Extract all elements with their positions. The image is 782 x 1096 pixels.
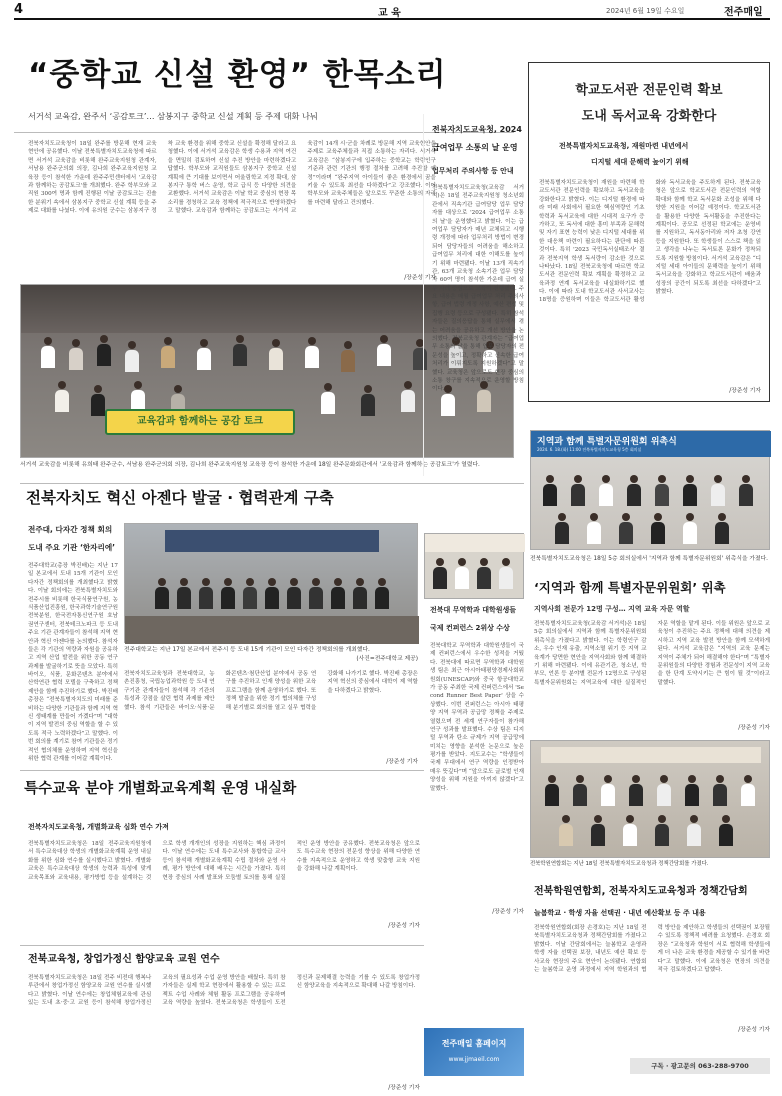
council-kicker: 늘봄학교 · 학생 자율 선택권 · 내년 예산확보 등 주 내용	[534, 909, 706, 917]
council-body: 전북학원연합회(회장 손경호)는 지난 18일 전북특별자치도교육청과 정책간담회를 가졌다고 밝혔다. 이날 간담회에서는 늘봄학교 운영과 학생 자율 선택권 보장, 내년도 예산 확보 등 사교육 현장의 주요 현안이 논의됐다. 연합회는 늘봄학교 운영 과정에서 지역 학원과의 협력 방안을 제안하고 학생들의 선택권이 보장될 수 있도록 정책적 배려를 요청했다. 손경호 회장은 “교육청과 학원이 서로 협력해 학생들에게 더 나은 교육 환경을 제공할 수 있기를 바란다”고 말했다. 이에 교육청은 현장의 의견을 적극 검토하겠다고 답했다.	[534, 925, 770, 973]
committee-byline: /장준성 기자	[738, 725, 770, 731]
library-subkicker: 디지털 세대 문해력 높이기 위해	[591, 158, 689, 166]
library-headline-2: 도내 독서교육 강화한다	[581, 109, 717, 124]
lead-photo-caption: 서거석 교육감을 비롯해 유희태 완주군수, 서남용 완주군의회 의장, 김나희 완주교육지원청 교육장 등이 참석한 가운데 18일 완주문화회관에서 '교육감과 함께하는 공감토크'가 열렸다.	[20, 462, 480, 468]
library-headline-1: 학교도서관 전문인력 확보	[575, 83, 723, 98]
innovation-kicker-2: 도내 주요 기관 ‘한자리에’	[28, 543, 116, 552]
startup-body: 전북특별자치도교육청은 18일 전주 비전대 행복나루관에서 창업가정신 함양교육 교원 연수를 실시했다고 밝혔다. 이날 연수에는 창업체험교육에 관심 있는 도내 초·중·고 교원 등이 참석해 창업가정신 교육의 필요성과 수업 운영 방안을 배웠다. 특히 참가자들은 실제 학교 현장에서 활용할 수 있는 프로젝트 수업 사례와 체험 활동 프로그램을 공유하며 교육 역량을 높였다. 전북교육청은 학생들이 도전 정신과 문제해결 능력을 기를 수 있도록 창업가정신 함양교육을 지속적으로 확대해 나갈 방침이다.	[28, 975, 420, 1007]
innovation-body-col1: 전주대학교(총장 박진배)는 지난 17일 본교에서 도내 15개 기관이 모인 다자간 정책회의를 개최했다고 밝혔다. 이날 회의에는 전북특별자치도와 전주시를 비롯해 한국식품연구원, 농식품산업진흥원, 한국과학기술연구원 전북분원, 한국전자통신연구원 호남권연구센터, 전북테크노파크 등 도내 주요 기관 관계자들이 참석해 지역 현안과 혁신 아젠다를 논의했다. 참석자들은 각 기관의 역량과 자원을 공유하고 지역 산업 발전을 위한 공동 연구 과제를 발굴하기로 뜻을 모았다. 특히 바이오, 식품, 문화콘텐츠 분야에서 산학연관 협력 모델을 구축하고 정책 제안을 함께 추진하기로 했다. 박진배 총장은 “전북특별자치도의 미래를 준비하는 다양한 기관들과 함께 지역 혁신 생태계를 만들어 가겠다”며 “대학이 지역 발전의 중심 역할을 할 수 있도록 적극 노력하겠다”고 말했다. 이번 회의를 계기로 참여 기관들은 정기적인 협의체를 운영하며 지역 혁신을 위한 협력 관계를 이어갈 계획이다.	[28, 563, 119, 762]
council-photo	[530, 740, 770, 858]
banner-sign: 교육감과 함께하는 공감 토크	[105, 409, 295, 435]
committee-headline: ‘지역과 함께 특별자문위원회’ 위촉	[534, 580, 726, 595]
library-byline: /장준성 기자	[729, 388, 761, 394]
council-byline: /장준성 기자	[738, 1027, 770, 1033]
lead-body: 전북자치도교육청이 18일 완주를 방문해 현재 교육현안에 공유했다. 이날 전북특별자치도교육청에 따르면 서거석 교육감을 비롯해 완주교육지원청 관계자, 서남용 완주군의회 의장, 김나희 완주교육지원청 교육장 등이 참석한 가운데 완주주민센터에서 '교육감과 함께하는 공감토크'를 개최했다. 완주 학부모와 교직원 300여 명과 함께 진행된 이날 공감토크는 진솔한 분위기 속에서 삼봉지구 중학교 신설 계획 등을 주제로 대화를 나눴다. 이에 유의원 군수는 삼봉지구 정착 교육 환경을 위해 중학교 신설을 확정해 달라고 요청했다. 이에 서거석 교육감은 학생 수용과 지역 여건을 면밀히 검토하여 신설 추진 방안을 마련하겠다고 답했다. 학부모와 교직원들도 삼봉지구 중학교 신설 계획에 큰 기대를 보이면서 어울림학교 지정 확대, 삼봉지구 통학 버스 운영, 학교 급식 등 다양한 의견을 교환했다. 서거석 교육감은 이날 학교 중심의 현장 목소리를 경청하고 교육 정책에 적극적으로 반영하겠다고 말했다. 교육감과 함께하는 공감토크는 서거석 교육감이 14개 시·군을 차례로 방문해 지역 교육현안을 주제로 교육주체들과 직접 소통하는 자리다. 서거석 교육감은 “삼봉지구에 입주하는 중학교는 학령인구 기준과 관련 기관의 행정 절차를 고려해 추진할 예정”이라며 “완주지역 아이들이 좋은 환경에서 꿈을 키울 수 있도록 최선을 다하겠다”고 강조했다. 이어 학부모와 교육주체들은 앞으로도 꾸준한 소통의 자리를 마련해 달라고 건의했다.	[28, 141, 436, 215]
innovation-headline: 전북자치도 혁신 아젠다 발굴 · 협력관계 구축	[26, 489, 334, 507]
special-headline: 특수교육 분야 개별화교육계획 운영 내실화	[24, 781, 297, 797]
trade-byline: /장준성 기자	[492, 909, 524, 915]
issue-date: 2024년 6월 19일 수요일	[606, 7, 685, 15]
homepage-banner-url: www.jjmaeil.com	[448, 1056, 500, 1063]
startup-headline: 전북교육청, 창업가정신 함양교육 교원 연수	[28, 954, 220, 965]
council-caption: 전북학원연합회는 지난 18일 전북특별자치도교육청과 정책간담회를 가졌다.	[530, 861, 709, 867]
council-headline: 전북학원연합회, 전북자치도교육청과 정책간담회	[534, 886, 748, 897]
committee-caption: 전북특별자치도교육청은 18일 5층 회의실에서 '지역과 함께 특별자문위원회' 위촉식을 가졌다.	[530, 556, 769, 562]
startup-byline: /장준성 기자	[388, 1085, 420, 1091]
innovation-photo	[124, 523, 418, 643]
lead-byline: /장준성 기자	[404, 275, 436, 281]
innovation-body-more: 전북자치도교육청과 전북대학교, 농촌진흥청, 국립농업과학원 등 도내 연구기관 관계자들이 참석해 각 기관의 특성과 강점을 살린 협력 과제를 제안했다. 참석 기관들은 바이오·식품·문화콘텐츠·첨단산업 분야에서 공동 연구를 추진하고 인재 양성을 위한 교육 프로그램을 함께 운영하기로 했다. 또 정책 발굴을 위한 정기 협의체를 구성해 분기별로 회의를 열고 실무 협력을 강화해 나가기로 했다. 박진배 총장은 지역 혁신의 중심에서 대학이 제 역할을 다하겠다고 밝혔다.	[124, 671, 418, 711]
library-box	[528, 62, 770, 402]
committee-subhead: 지역사회 전문가 12명 구성… 지역 교육 자문 역할	[534, 605, 690, 613]
committee-banner: 지역과 함께 특별자문위원회 위촉식	[537, 437, 677, 447]
mid-body: 전북특별자치도교육청(교육감 서거석)은 18일 전주교육지원청 청소년회관에서 직속기관 급여담당 업무 담당자를 대상으로 '2024 급여업무 소통의 날'을 운영했다고 밝혔다. 이는 급여업무 담당자가 매년 교체되고 시행령 개정에 따라 업무처리 방법이 변경되어 담당자들의 어려움을 해소하고 급여업무 처리에 대한 이해도를 높이기 위해 마련됐다. 이날 13개 직속기관, 63개 교육청 소속기관 업무 담당자 60여 명이 참석한 가운데 급여 실무 사례 중심으로 교육이 진행됐다. 주요 내용은 매월 급여업무 처리 주의사항, 급여 법령 개정 사항, 예산 편성 및 집행 요령 등으로 구성됐다. 특히 참석자들은 질의응답을 통해 실무에서 겪는 어려움을 공유하고 개선 방안을 논의했다. 전북교육청 관계자는 “급여업무 소통의 날을 통해 업무 담당자의 전문성을 높이고, 정확하고 신속한 급여 처리가 이뤄지도록 지원하겠다”고 말했다. 교육청은 앞으로도 현장 중심의 소통 창구를 지속적으로 운영할 방침이다.	[432, 185, 524, 393]
special-kicker: 전북자치도교육청, 개별화교육 심화 연수 가져	[28, 823, 169, 831]
committee-photo	[530, 430, 770, 550]
page-number: 4	[14, 2, 24, 17]
innovation-caption-credit: (사진=전주대학교 제공)	[356, 656, 418, 662]
library-kicker: 전북특별자치도교육청, 재원마련 내년에서	[559, 142, 689, 150]
lead-subhead: 서거석 교육감, 완주서 ‘공감토크’… 삼봉지구 중학교 신설 계획 등 주제 대화 나눠	[28, 111, 318, 121]
homepage-banner-title: 전주매일 홈페이지	[441, 1039, 507, 1048]
trade-photo	[424, 533, 524, 599]
innovation-kicker: 전주대, 다자간 정책 회의	[28, 525, 113, 534]
mid-subkicker: 업무처리 주의사항 등 안내	[432, 167, 514, 175]
homepage-banner[interactable]	[424, 1028, 524, 1076]
innovation-byline: /장준성 기자	[386, 759, 418, 765]
subscription-bar: 구독 · 광고문의 063-288-9700	[630, 1058, 770, 1074]
lead-headline: “중학교 신설 환영” 한목소리	[28, 57, 447, 93]
mid-kicker-2: 급여업무 소통의 날 운영	[432, 143, 518, 152]
committee-banner-small: 2024. 6. 18.(화) 11:00 전북특별자치도교육청 5층 회의실	[537, 447, 642, 452]
trade-kicker: 전북대 무역학과 대학원생들	[430, 606, 517, 614]
special-byline: /장준성 기자	[388, 923, 420, 929]
innovation-caption: 전주대학교는 지난 17일 본교에서 전주시 등 도내 15개 기관이 모인 다자간 정책회의를 개최했다.	[124, 647, 370, 653]
library-body: 전북특별자치도교육청이 재원을 마련해 학교도서관 전문인력을 확보하고 독서교육을 강화한다고 밝혔다. 이는 디지털 환경에 따라 미래 사회에서 필요한 핵심역량인 기초 학력과 독서교육에 대한 시대적 요구가 증가하고, 또 독서에 대한 흥미 부족과 문해력 및 자기 표현 능력이 낮은 디지털 세대를 위한 대응책 마련이 필요하다는 판단에 따른 것이다. 특히 '2023 국민독서실태조사' 결과 전북지역 학생 독서량이 감소한 것으로 나타났다. 18일 전북교육청에 따르면 학교도서관 전문인력 확보 계획을 확정하고 교육과정 연계 독서교육을 내실화하기로 했다. 이에 따라 도내 학교도서관 사서교사는 18명을 증원하며 이들은 학교도서관 활성화와 독서교육을 주도하게 된다. 전북교육청은 앞으로 학교도서관 전문인력의 역할 확대와 함께 학교 독서문화 조성을 위해 다양한 지원을 이어갈 예정이다. 학교도서관을 활용한 다양한 독서활동을 추진한다는 계획이다. 공모로 선정된 학교에는 운영비를 지원하고, 독서동아리와 저자 초청 강연 등을 지원한다. 또 학생들이 스스로 책을 읽고 생각을 나누는 독서토론 문화가 정착되도록 지원할 방침이다. 서거석 교육감은 “디지털 세대 아이들의 문해력을 높이기 위해 독서교육을 강화하고 학교도서관이 배움과 성장의 공간이 되도록 최선을 다하겠다”고 밝혔다.	[539, 180, 761, 304]
trade-kicker-2: 국제 컨퍼런스 2위상 수상	[430, 624, 510, 632]
paper-name: 전주매일	[724, 7, 763, 18]
trade-body: 전북대학교 무역학과 대학원생들이 국제 컨퍼런스에서 우수한 성적을 거뒀다. 전북대에 따르면 무역학과 대학원생 팀은 최근 아시아태평양경제사회위원회(UNESCAP)와 중국 항공대학교가 공동 주최한 국제 컨퍼런스에서 'Second Runner Best Paper' 상을 수상했다. 이번 컨퍼런스는 아시아 태평양 지역 무역과 공급망 정책을 주제로 열렸으며 전 세계 연구자들이 참가해 연구 성과를 발표했다. 수상 팀은 디지털 무역과 탄소 규제가 지역 공급망에 미치는 영향을 분석한 논문으로 높은 평가를 받았다. 지도교수는 “학생들이 국제 무대에서 연구 역량을 인정받아 매우 뜻깊다”며 “앞으로도 글로벌 인재 양성을 위해 지원을 아끼지 않겠다”고 말했다.	[430, 643, 524, 792]
page-header	[14, 2, 770, 20]
special-body: 전북특별자치도교육청은 18일 전주교육지원청에서 특수교육대상 학생의 개별화교육계획 운영 내실화를 위한 심화 연수를 실시했다고 밝혔다. 개별화교육은 특수교육대상 학생의 능력과 특성에 맞게 교육목표와 교육내용, 평가방법 등을 설계하는 것으로 학생 개개인의 성장을 지원하는 핵심 과정이다. 이날 연수에는 도내 특수교사와 통합학급 교사 등이 참석해 개별화교육계획 수립 절차와 운영 사례, 평가 방안에 대해 배우는 시간을 가졌다. 특히 현장 중심의 사례 발표와 모둠별 토의를 통해 실질적인 운영 방안을 공유했다. 전북교육청은 앞으로도 특수교육 현장의 전문성 향상을 위해 다양한 연수를 지속적으로 운영하고 학생 맞춤형 교육 지원을 강화해 나갈 계획이다.	[28, 841, 420, 881]
mid-kicker: 전북자치도교육청, 2024	[432, 125, 522, 134]
section-label: 교 육	[378, 8, 401, 19]
committee-body: 전북특별자치도교육청(교육감 서거석)은 18일 5층 회의실에서 지역과 함께 특별자문위원회 위촉식을 가졌다고 밝혔다. 이는 학령인구 감소, 우수 인재 유출, 지역소멸 위기 등 지역 교육계가 당면한 현안을 지역사회와 함께 해결하기 위해 마련됐다. 이에 유관기관, 청소년, 학부모, 언론 등 분야별 전문가 12명으로 구성된 특별자문위원회는 지역교육에 대한 실질적인 자문 역할을 맡게 된다. 이들 위원은 앞으로 교육청이 추진하는 주요 정책에 대해 의견을 제시하고 지역 교육 발전 방안을 함께 모색하게 된다. 서거석 교육감은 “지역의 교육 문제는 지역이 주체가 되어 해결해야 한다”며 “특별자문위원들의 다양한 경험과 전문성이 지역 교육을 한 단계 도약시키는 큰 힘이 될 것”이라고 말했다.	[534, 621, 770, 686]
